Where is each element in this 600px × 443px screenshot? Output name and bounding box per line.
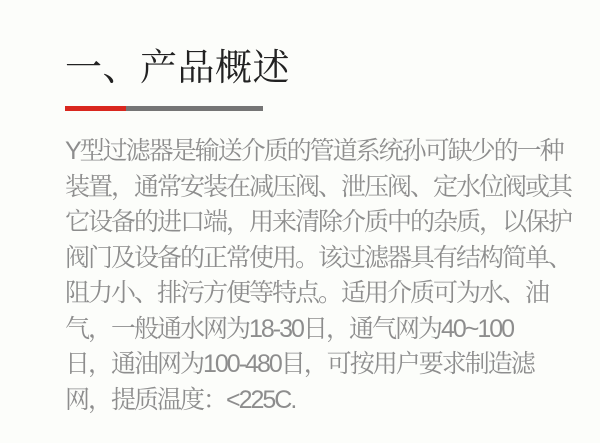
description-line: 阻力小、排污方便等特点。适用介质可为水、油: [65, 279, 549, 307]
description-line: 日，通油网为100-480目，可按用户要求制造滤: [65, 350, 534, 378]
underline-accent-segment: [65, 106, 126, 111]
description-line: 网，提质温度：<225C.: [65, 385, 296, 414]
description-line: 装置，通常安装在减压阀、泄压阀、定水位阀或其: [65, 172, 572, 201]
underline-gray-segment: [126, 106, 263, 111]
heading-underline: [65, 106, 263, 111]
description-line: Y型过滤器是输送介质的管道系统孙可缺少的一种: [65, 137, 563, 165]
product-description: [65, 134, 572, 418]
description-line: 它设备的进口端，用来清除介质中的杂质，以保护: [65, 208, 572, 236]
description-line: 阀门及设备的正常使用。该过滤器具有结构简单、: [65, 243, 572, 272]
description-line: 气，一般通水网为18-30日，通气网为40~100: [65, 314, 514, 343]
section-heading: 一、产品概述: [65, 47, 290, 88]
